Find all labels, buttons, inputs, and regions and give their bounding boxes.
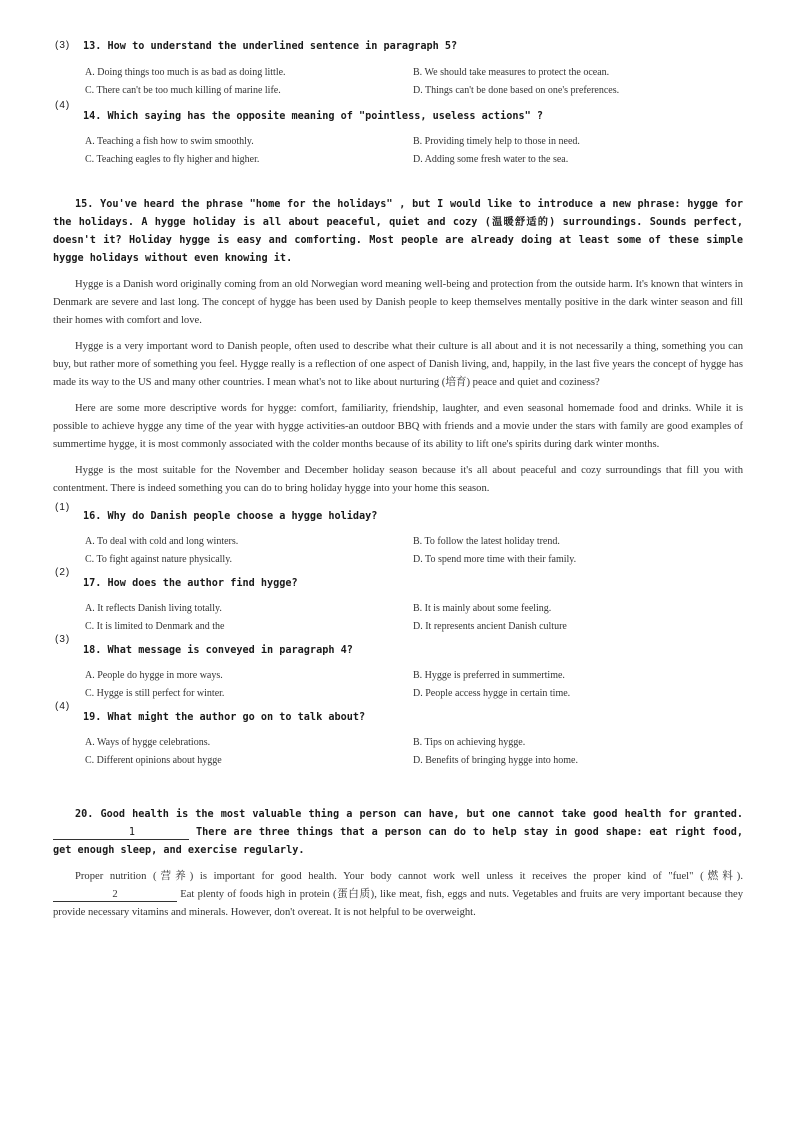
passage-20-intro (53, 806, 743, 860)
question-19 (53, 703, 743, 727)
option-b[interactable]: B. We should take measures to protect the ocean. (413, 67, 610, 78)
option-d[interactable]: D. Adding some fresh water to the sea. (413, 154, 569, 165)
option-a[interactable]: A. Teaching a fish how to swim smoothly. (85, 136, 254, 147)
question-13 (53, 38, 743, 56)
passage-20-paragraph-1-after: Eat plenty of foods high in protein (蛋白质), like meat, fish, eggs and nuts. Vegetables and fruits are very important because they provide necessary vitamins and minerals. However, don't overeat. It is not helpful to be overweight. (53, 889, 743, 918)
option-a[interactable]: A. It reflects Danish living totally. (85, 603, 222, 614)
passage-20-paragraph-1-before: Proper nutrition (营养) is important for good health. Your body cannot work well unless it receives the proper kind of "fuel" (燃料). (75, 871, 743, 882)
question-17-options (85, 600, 743, 636)
option-a[interactable]: A. Doing things too much is as bad as doing little. (85, 67, 286, 78)
question-17-text: 17. How does the author find hygge? (83, 578, 298, 589)
option-d[interactable]: D. To spend more time with their family. (413, 554, 577, 565)
passage-20-intro-before: 20. Good health is the most valuable thing a person can have, but one cannot take good health for granted. (75, 809, 743, 820)
passage-20-paragraph-1 (53, 868, 743, 922)
passage-20-intro-after: There are three things that a person can do to help stay in good shape: eat right food, get enough sleep, and exercise regularly. (53, 827, 744, 856)
option-c[interactable]: C. To fight against nature physically. (85, 554, 233, 565)
option-b[interactable]: B. Hygge is preferred in summertime. (413, 670, 565, 681)
blank-2[interactable]: 2 (53, 889, 177, 902)
option-c[interactable]: C. Hygge is still perfect for winter. (85, 688, 225, 699)
option-a[interactable]: A. Ways of hygge celebrations. (85, 737, 211, 748)
question-16-number: (1) (55, 502, 71, 513)
option-d[interactable]: D. Things can't be done based on one's preferences. (413, 85, 620, 96)
option-c[interactable]: C. Teaching eagles to fly higher and higher. (85, 154, 260, 165)
question-17-number: (2) (55, 567, 71, 578)
passage-15-paragraph-2: Hygge is a very important word to Danish people, often used to describe what their culture is all about and it is not necessarily a thing, something you can buy, but rather more of something you feel. Hygge really is a reflection of one aspect of Danish living, and, happily, in the last five years the concept of hygge has made its way to the US and many other countries. I mean what's not to like about nurturing (培育) peace and quiet and coziness? (53, 341, 743, 388)
question-17 (53, 569, 743, 593)
option-a[interactable]: A. To deal with cold and long winters. (85, 536, 239, 547)
passage-15-paragraph-1: Hygge is a Danish word originally coming from an old Norwegian word meaning well-being and protection from the outside harm. It's known that winters in Denmark are severe and last long. The concept of hygge has been used by Danish people to keep themselves mentally positive in the dark winter season and fill their homes with comfort and love. (53, 279, 743, 326)
question-14-number: (4) (55, 100, 71, 111)
option-c[interactable]: C. There can't be too much killing of marine life. (85, 85, 281, 96)
option-b[interactable]: B. To follow the latest holiday trend. (413, 536, 560, 547)
option-c[interactable]: C. It is limited to Denmark and the (85, 621, 225, 632)
question-19-number: (4) (55, 701, 71, 712)
question-14 (53, 102, 743, 126)
question-14-options (85, 133, 743, 169)
option-b[interactable]: B. Providing timely help to those in need. (413, 136, 580, 147)
option-b[interactable]: B. Tips on achieving hygge. (413, 737, 526, 748)
question-18-options (85, 667, 743, 703)
passage-15-paragraph-3: Here are some more descriptive words for hygge: comfort, familiarity, friendship, laughter, and even seasonal homemade food and drinks. While it is possible to achieve hygge any time of the year with hygge activities-an outdoor BBQ with friends and a movie under the stars with family are good examples of summertime hygge, it is most commonly associated with the colder months because of its ability to lift one's spirits during dark winter months. (53, 403, 743, 450)
question-13-number: (3) (55, 40, 71, 51)
question-16-text: 16. Why do Danish people choose a hygge holiday? (83, 511, 378, 522)
passage-15-intro: 15. You've heard the phrase "home for the holidays" , but I would like to introduce a new phrase: hygge for the holidays. A hygge holiday is all about peaceful, quiet and cozy (温暖舒适的) surroundings. Sounds perfect, doesn't it? Holiday hygge is easy and comforting. Most people are already doing at least some of these simple hygge holidays without even knowing it. (53, 199, 743, 264)
option-a[interactable]: A. People do hygge in more ways. (85, 670, 223, 681)
question-19-options (85, 734, 743, 770)
question-19-text: 19. What might the author go on to talk about? (83, 712, 366, 723)
passage-15-paragraph-4: Hygge is the most suitable for the November and December holiday season because it's all about peaceful and cozy surroundings that fill you with contentment. There is indeed something you can do to bring holiday hygge into your home this season. (53, 465, 743, 494)
question-16 (53, 502, 743, 526)
worksheet-page (53, 38, 743, 922)
option-d[interactable]: D. It represents ancient Danish culture (413, 621, 567, 632)
option-b[interactable]: B. It is mainly about some feeling. (413, 603, 552, 614)
question-18-number: (3) (55, 634, 71, 645)
question-13-options (85, 64, 743, 100)
option-d[interactable]: D. Benefits of bringing hygge into home. (413, 755, 578, 766)
blank-1[interactable]: 1 (53, 827, 189, 840)
question-14-text: 14. Which saying has the opposite meaning of "pointless, useless actions" ? (83, 111, 544, 122)
question-18 (53, 636, 743, 660)
question-13-text: 13. How to understand the underlined sentence in paragraph 5? (83, 41, 458, 52)
question-16-options (85, 533, 743, 569)
question-18-text: 18. What message is conveyed in paragraph 4? (83, 645, 353, 656)
option-c[interactable]: C. Different opinions about hygge (85, 755, 222, 766)
option-d[interactable]: D. People access hygge in certain time. (413, 688, 571, 699)
